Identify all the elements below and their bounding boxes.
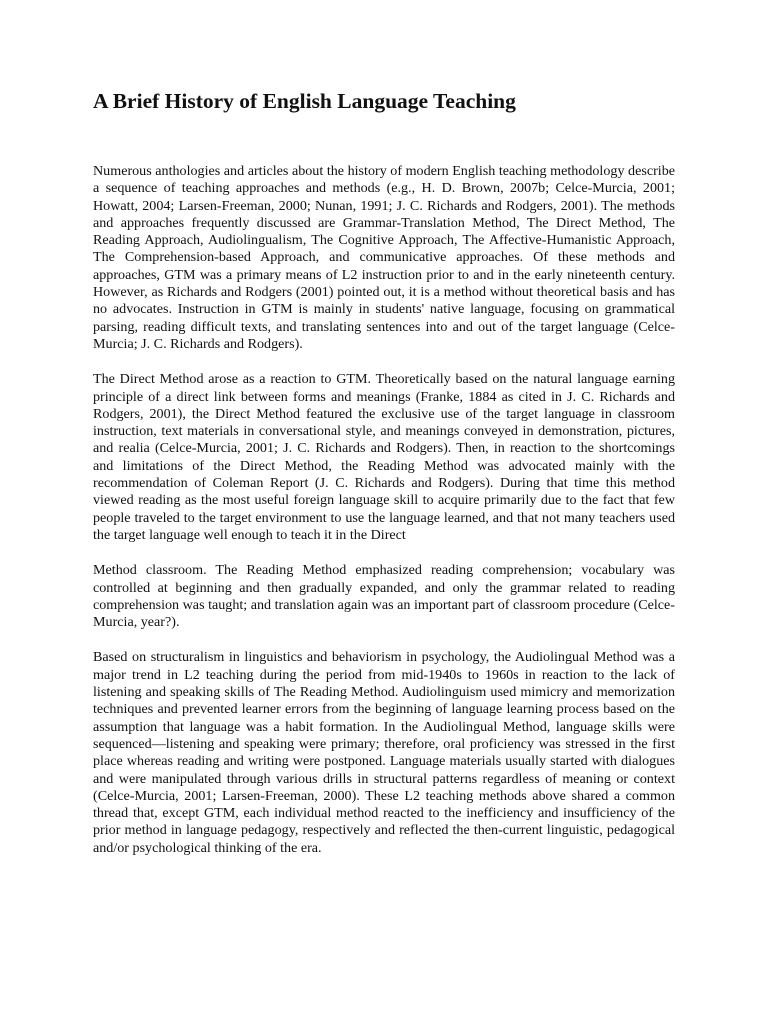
document-body <box>93 163 675 875</box>
paragraph-4: Based on structuralism in linguistics and behaviorism in psychology, the Audiolingual Method was a major trend in L2 teaching during the period from mid-1940s to 1960s in reaction to the lack of listening and speaking skills of The Reading Method. Audiolinguism used mimicry and memorization techniques and prevented learner errors from the beginning of language learning process based on the assumption that language was a habit formation. In the Audiolingual Method, language skills were sequenced—listening and speaking were primary; therefore, oral proficiency was stressed in the first place whereas reading and writing were postponed. Language materials usually started with dialogues and were manipulated through various drills in structural patterns regardless of meaning or context (Celce-Murcia, 2001; Larsen-Freeman, 2000). These L2 teaching methods above shared a common thread that, except GTM, each individual method reacted to the inefficiency and insufficiency of the prior method in language pedagogy, respectively and reflected the then-current linguistic, pedagogical and/or psychological thinking of the era. <box>93 649 675 856</box>
paragraph-1: Numerous anthologies and articles about the history of modern English teaching methodology describe a sequence of teaching approaches and methods (e.g., H. D. Brown, 2007b; Celce-Murcia, 2001; Howatt, 2004; Larsen-Freeman, 2000; Nunan, 1991; J. C. Richards and Rodgers, 2001). The methods and approaches frequently discussed are Grammar-Translation Method, The Direct Method, The Reading Approach, Audiolingualism, The Cognitive Approach, The Affective-Humanistic Approach, The Comprehension-based Approach, and communicative approaches. Of these methods and approaches, GTM was a primary means of L2 instruction prior to and in the early nineteenth century. However, as Richards and Rodgers (2001) pointed out, it is a method without theoretical basis and has no advocates. Instruction in GTM is mainly in students' native language, focusing on grammatical parsing, reading difficult texts, and translating sentences into and out of the target language (Celce-Murcia; J. C. Richards and Rodgers). <box>93 163 675 352</box>
paragraph-3: Method classroom. The Reading Method emphasized reading comprehension; vocabulary was controlled at beginning and then gradually expanded, and only the grammar related to reading comprehension was taught; and translation again was an important part of classroom procedure (Celce-Murcia, year?). <box>93 562 675 631</box>
page-title: A Brief History of English Language Teaching <box>93 89 516 113</box>
paragraph-2: The Direct Method arose as a reaction to GTM. Theoretically based on the natural language earning principle of a direct link between forms and meanings (Franke, 1884 as cited in J. C. Richards and Rodgers, 2001), the Direct Method featured the exclusive use of the target language in classroom instruction, text materials in conversational style, and meanings conveyed in demonstration, pictures, and realia (Celce-Murcia, 2001; J. C. Richards and Rodgers). Then, in reaction to the shortcomings and limitations of the Direct Method, the Reading Method was advocated mainly with the recommendation of Coleman Report (J. C. Richards and Rodgers). During that time this method viewed reading as the most useful foreign language skill to acquire primarily due to the fact that few people traveled to the target environment to use the language learned, and that not many teachers used the target language well enough to teach it in the Direct <box>93 371 675 543</box>
